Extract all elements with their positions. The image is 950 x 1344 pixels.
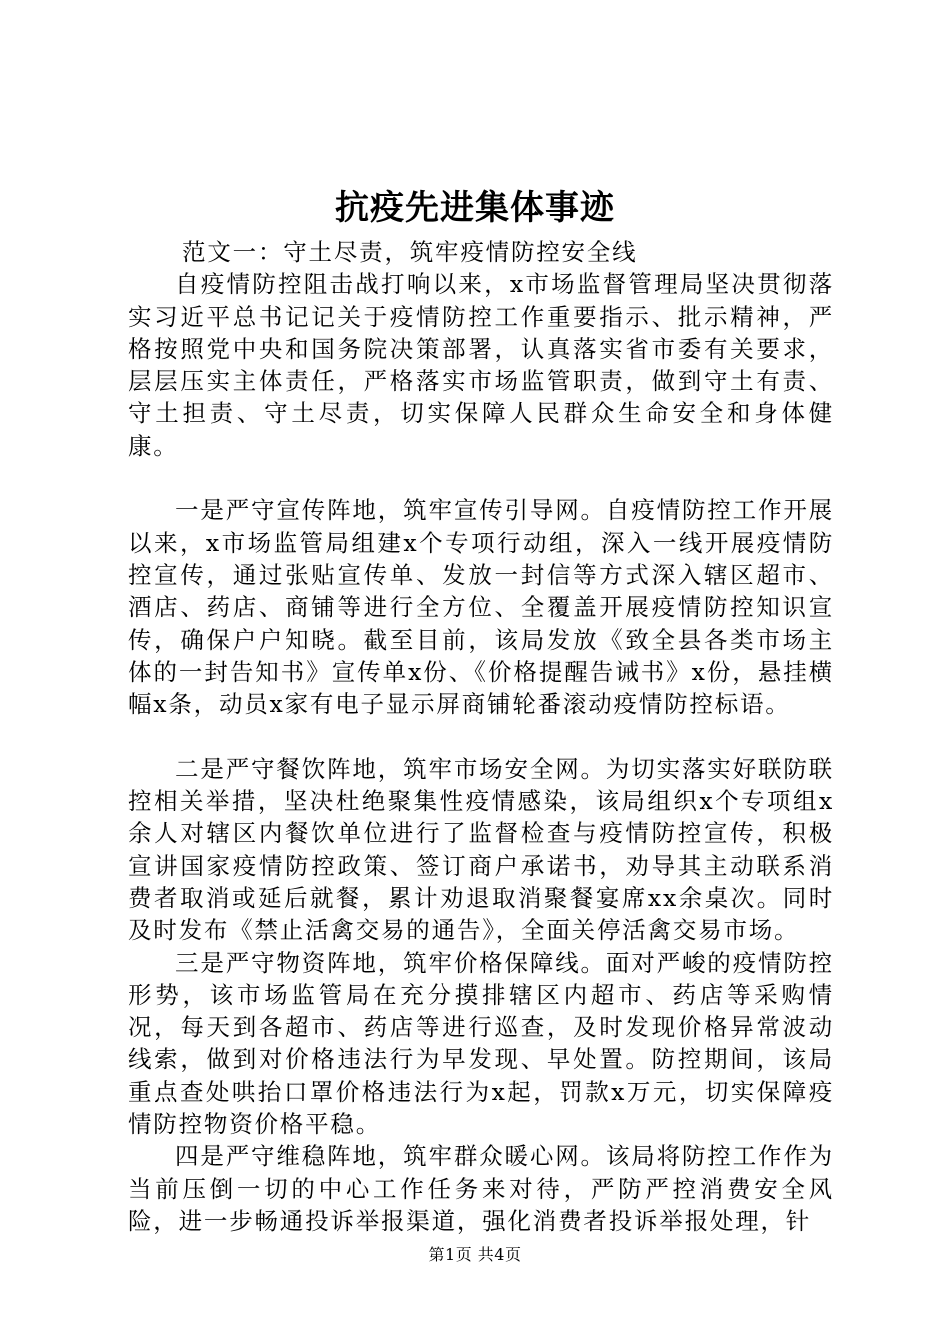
- paragraph-stability: 四是严守维稳阵地，筑牢群众暖心网。该局将防控工作作为当前压倒一切的中心工作任务来对待，严防严控消费安全风险，进一步畅通投诉举报渠道，强化消费者投诉举报处理，针: [128, 1142, 834, 1235]
- paragraph-supplies: 三是严守物资阵地，筑牢价格保障线。面对严峻的疫情防控形势，该市场监管局在充分摸排辖区内超市、药店等采购情况，每天到各超市、药店等进行巡查，及时发现价格异常波动线索，做到对价格违法行为早发现、早处置。防控期间，该局重点查处哄抬口罩价格违法行为x起，罚款x万元，切实保障疫情防控物资价格平稳。: [128, 948, 834, 1139]
- paragraph-intro: 自疫情防控阻击战打响以来，x市场监督管理局坚决贯彻落实习近平总书记记关于疫情防控工作重要指示、批示精神，严格按照党中央和国务院决策部署，认真落实省市委有关要求，层层压实主体责任，严格落实市场监管职责，做到守土有责、守土担责、守土尽责，切实保障人民群众生命安全和身体健康。: [128, 270, 834, 460]
- page-number-footer: 第1页 共4页: [428, 1245, 522, 1264]
- paragraph-catering: 二是严守餐饮阵地，筑牢市场安全网。为切实落实好联防联控相关举措，坚决杜绝聚集性疫情感染，该局组织x个专项组x余人对辖区内餐饮单位进行了监督检查与疫情防控宣传，积极宣讲国家疫情防控政策、签订商户承诺书，劝导其主动联系消费者取消或延后就餐，累计劝退取消聚餐宴席xx余桌次。同时及时发布《禁止活禽交易的通告》，全面关停活禽交易市场。: [128, 754, 834, 945]
- paragraph-publicity: 一是严守宣传阵地，筑牢宣传引导网。自疫情防控工作开展以来，x市场监管局组建x个专项行动组，深入一线开展疫情防控宣传，通过张贴宣传单、发放一封信等方式深入辖区超市、酒店、药店、商铺等进行全方位、全覆盖开展疫情防控知识宣传，确保户户知晓。截至目前，该局发放《致全县各类市场主体的一封告知书》宣传单x份、《价格提醒告诫书》x份，悬挂横幅x条，动员x家有电子显示屏商铺轮番滚动疫情防控标语。: [128, 496, 834, 719]
- document-body: [128, 236, 834, 1237]
- document-title: 抗疫先进集体事迹: [335, 188, 615, 228]
- section-subtitle: 范文一：守土尽责，筑牢疫情防控安全线: [182, 238, 638, 266]
